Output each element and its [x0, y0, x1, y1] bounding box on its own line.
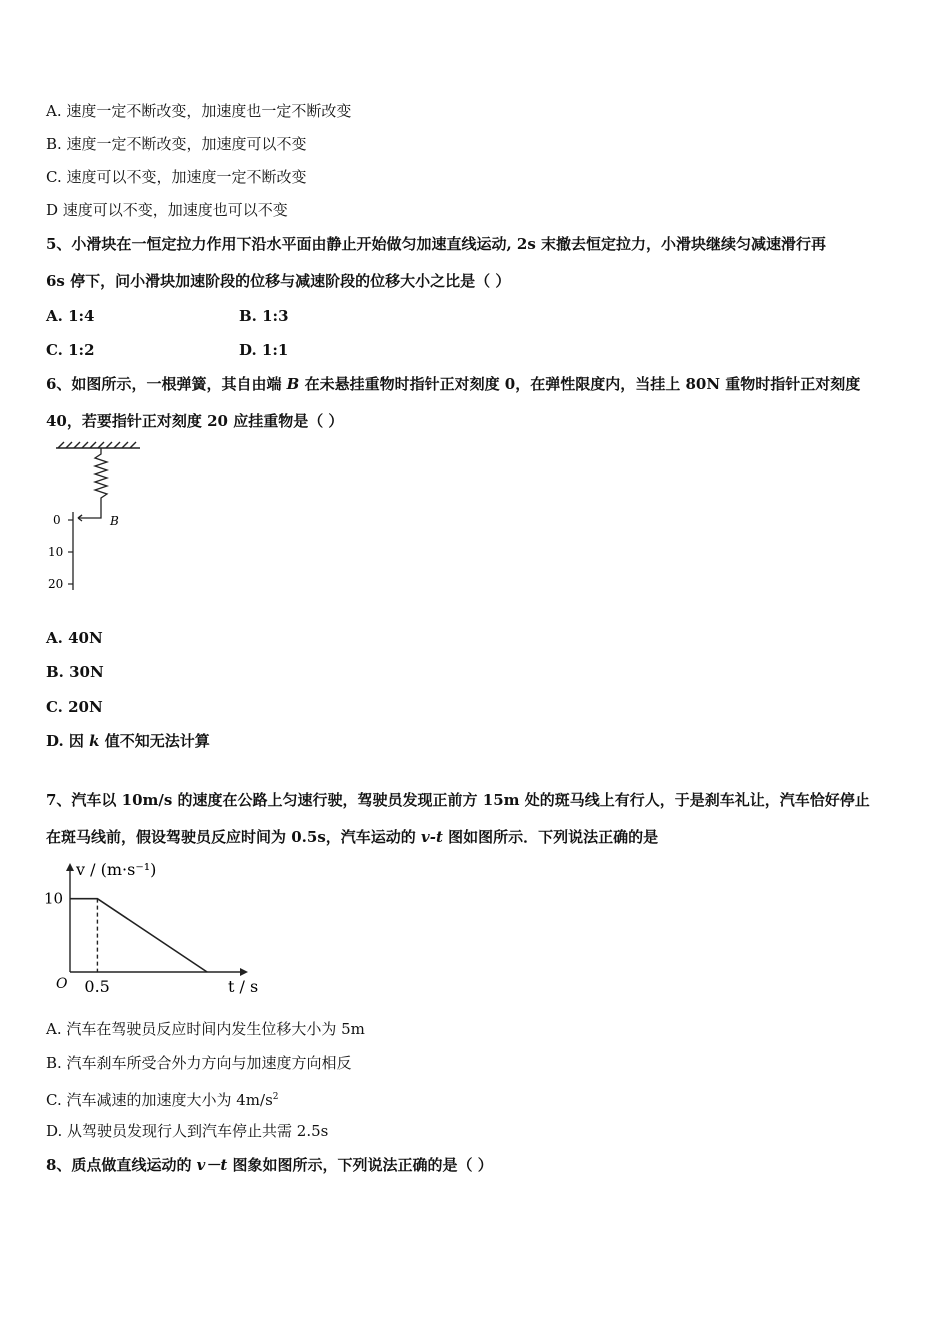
vt-chart: [40, 855, 280, 1005]
q7-option-a: A. 汽车在驾驶员反应时间内发生位移大小为 5m: [46, 1020, 365, 1038]
q7-stem-line2: 在斑马线前，假设驾驶员反应时间为 0.5s，汽车运动的 v-t 图如图所示．下列说法正确的是: [46, 828, 659, 846]
q4-option-c: C. 速度可以不变，加速度一定不断改变: [46, 168, 307, 186]
chart-series: [70, 899, 207, 972]
q6-option-b: B. 30N: [46, 663, 104, 681]
y-tick-label-10: 10: [44, 889, 64, 908]
chart-labels: [44, 860, 258, 996]
q4-option-a: A. 速度一定不断改变，加速度也一定不断改变: [46, 102, 352, 120]
x-axis-label: t / s: [228, 977, 259, 996]
ceiling: [56, 442, 140, 448]
spring-coil: [78, 448, 107, 518]
q7-option-d: D. 从驾驶员发现行人到汽车停止共需 2.5s: [46, 1122, 329, 1140]
q5-stem-line1: 5、小滑块在一恒定拉力作用下沿水平面由静止开始做匀加速直线运动, 2s 末撤去恒定拉力，小滑块继续匀减速滑行再: [46, 235, 826, 253]
tick-label-20: 20: [48, 577, 64, 591]
q5-option-b: B. 1:3: [239, 307, 289, 325]
spring-figure: [40, 440, 160, 600]
q6-option-a: A. 40N: [46, 629, 103, 647]
q5-options-row1: [46, 306, 289, 326]
tick-label-0: 0: [53, 513, 61, 527]
q6-stem-line2: 40，若要指针正对刻度 20 应挂重物是（ ）: [46, 412, 344, 430]
q4-option-d: D 速度可以不变，加速度也可以不变: [46, 201, 288, 219]
q7-stem-line1: 7、汽车以 10m/s 的速度在公路上匀速行驶，驾驶员发现正前方 15m 处的斑马线上有行人，于是刹车礼让，汽车恰好停止: [46, 791, 870, 809]
y-axis-label: v / (m·s⁻¹): [76, 860, 157, 879]
q5-option-c: C. 1:2: [46, 341, 95, 359]
tick-label-10: 10: [48, 545, 64, 559]
chart-axes: [66, 863, 248, 976]
q5-stem-line2: 6s 停下，问小滑块加速阶段的位移与减速阶段的位移大小之比是（ ）: [46, 272, 511, 290]
x-axis-arrow: [240, 968, 248, 976]
q6-option-d: D. 因 k 值不知无法计算: [46, 732, 210, 750]
label-b: B: [110, 514, 119, 528]
q6-option-c: C. 20N: [46, 698, 103, 716]
q5-options-row2: [46, 340, 289, 360]
origin-label: O: [56, 976, 68, 992]
q7-option-c: C. 汽车减速的加速度大小为 $4m/s^2$: [46, 1091, 279, 1109]
y-axis-arrow: [66, 863, 74, 871]
q4-option-b: B. 速度一定不断改变，加速度可以不变: [46, 135, 307, 153]
series-line: [70, 899, 207, 972]
x-tick-label-0-5: 0.5: [84, 977, 110, 996]
q6-stem-line1: 6、如图所示，一根弹簧，其自由端 B 在未悬挂重物时指针正对刻度 0，在弹性限度内，当挂上 80N 重物时指针正对刻度: [46, 375, 861, 393]
q7-option-b: B. 汽车刹车所受合外力方向与加速度方向相反: [46, 1054, 352, 1072]
q5-option-d: D. 1:1: [239, 341, 289, 359]
q5-option-a: A. 1:4: [46, 307, 95, 325]
q8-stem: 8、质点做直线运动的 v－t 图象如图所示，下列说法正确的是（ ）: [46, 1156, 493, 1174]
